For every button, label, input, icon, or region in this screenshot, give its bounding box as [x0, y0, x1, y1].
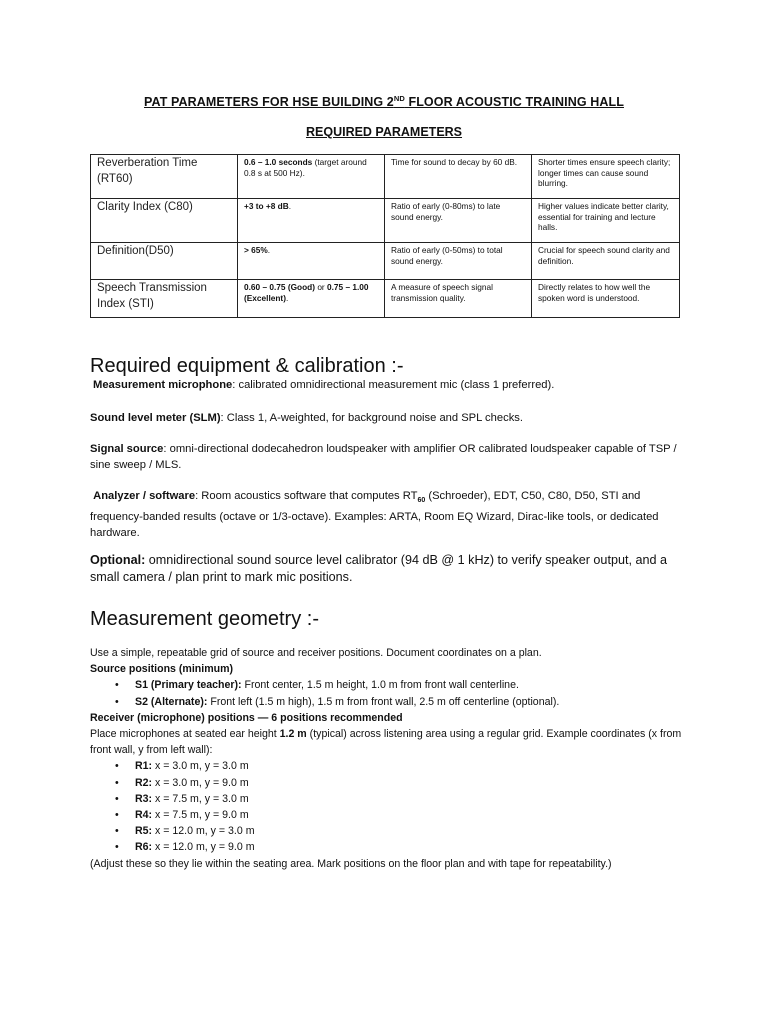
param-importance-cell: Shorter times ensure speech clarity; longer times can cause sound blurring.: [532, 155, 680, 199]
param-value-cell: 0.6 – 1.0 seconds (target around 0.8 s at 500 Hz).: [238, 155, 385, 199]
param-description-cell: Ratio of early (0-50ms) to total sound energy.: [385, 243, 532, 280]
param-value-cell: > 65%.: [238, 243, 385, 280]
table-row: [91, 199, 680, 243]
equipment-signal-source: Signal source: omni-directional dodecahedron loudspeaker with amplifier OR calibrated loudspeaker capable of TSP / sine sweep / MLS.: [90, 443, 677, 471]
list-item: • R2: x = 3.0 m, y = 9.0 m: [115, 776, 249, 789]
param-name-cell: Reverberation Time (RT60): [91, 155, 238, 199]
param-description-cell: A measure of speech signal transmission quality.: [385, 280, 532, 318]
equipment-microphone: Measurement microphone: calibrated omnidirectional measurement mic (class 1 preferred).: [93, 379, 555, 391]
list-item: • R3: x = 7.5 m, y = 3.0 m: [115, 792, 249, 805]
equipment-analyzer: Analyzer / software: Room acoustics software that computes $RT_{60}$ (Schroeder), EDT, C50, C80, D50, STI and frequency-banded results (octave or 1/3-octave). Examples: ARTA, Room EQ Wizard, Dirac-like tools, or dedicated hardware.: [90, 490, 659, 540]
receiver-positions-heading: Receiver (microphone) positions — 6 positions recommended: [90, 711, 403, 724]
param-value-cell: +3 to +8 dB.: [238, 199, 385, 243]
list-item: • R5: x = 12.0 m, y = 3.0 m: [115, 825, 255, 838]
param-name-cell: Speech Transmission Index (STI): [91, 280, 238, 318]
table-row: [91, 155, 680, 199]
param-importance-cell: Directly relates to how well the spoken word is understood.: [532, 280, 680, 318]
param-name-cell: Definition(D50): [91, 243, 238, 280]
parameters-table: [90, 154, 680, 318]
receiver-intro: Place microphones at seated ear height 1.2 m (typical) across listening area using a regular grid. Example coordinates (x from front wall, y from left wall):: [90, 728, 682, 757]
param-importance-cell: Higher values indicate better clarity, essential for training and lecture halls.: [532, 199, 680, 243]
list-item: • R6: x = 12.0 m, y = 9.0 m: [115, 841, 255, 854]
equipment-sound-level-meter: Sound level meter (SLM): Class 1, A-weighted, for background noise and SPL checks.: [90, 412, 523, 424]
param-importance-cell: Crucial for speech sound clarity and definition.: [532, 243, 680, 280]
document-title: PAT PARAMETERS FOR HSE BUILDING 2ND FLOOR ACOUSTIC TRAINING HALL: [144, 94, 624, 109]
table-row: [91, 243, 680, 280]
document-subtitle: REQUIRED PARAMETERS: [305, 125, 463, 139]
source-positions-heading: Source positions (minimum): [90, 663, 234, 676]
equipment-heading: Required equipment & calibration :-: [90, 355, 404, 377]
geometry-note: (Adjust these so they lie within the seating area. Mark positions on the floor plan and with tape for repeatability.): [90, 857, 612, 870]
geometry-intro: Use a simple, repeatable grid of source and receiver positions. Document coordinates on a plan.: [90, 647, 542, 659]
param-description-cell: Time for sound to decay by 60 dB.: [385, 155, 532, 199]
geometry-section: [90, 645, 690, 872]
param-value-cell: 0.60 – 0.75 (Good) or 0.75 – 1.00 (Excellent).: [238, 280, 385, 318]
param-description-cell: Ratio of early (0-80ms) to late sound energy.: [385, 199, 532, 243]
table-row: [91, 280, 680, 318]
list-item: • S2 (Alternate): Front left (1.5 m high), 1.5 m from front wall, 2.5 m off centerline (optional).: [115, 695, 560, 708]
list-item: • R1: x = 3.0 m, y = 3.0 m: [115, 760, 249, 773]
list-item: • R4: x = 7.5 m, y = 9.0 m: [115, 809, 249, 822]
equipment-optional: Optional: omnidirectional sound source level calibrator (94 dB @ 1 kHz) to verify speaker output, and a small camera / plan print to mark mic positions.: [90, 553, 667, 584]
param-name-cell: Clarity Index (C80): [91, 199, 238, 243]
list-item: • S1 (Primary teacher): Front center, 1.5 m height, 1.0 m from front wall centerline.: [115, 679, 519, 692]
geometry-heading: Measurement geometry :-: [90, 608, 319, 630]
